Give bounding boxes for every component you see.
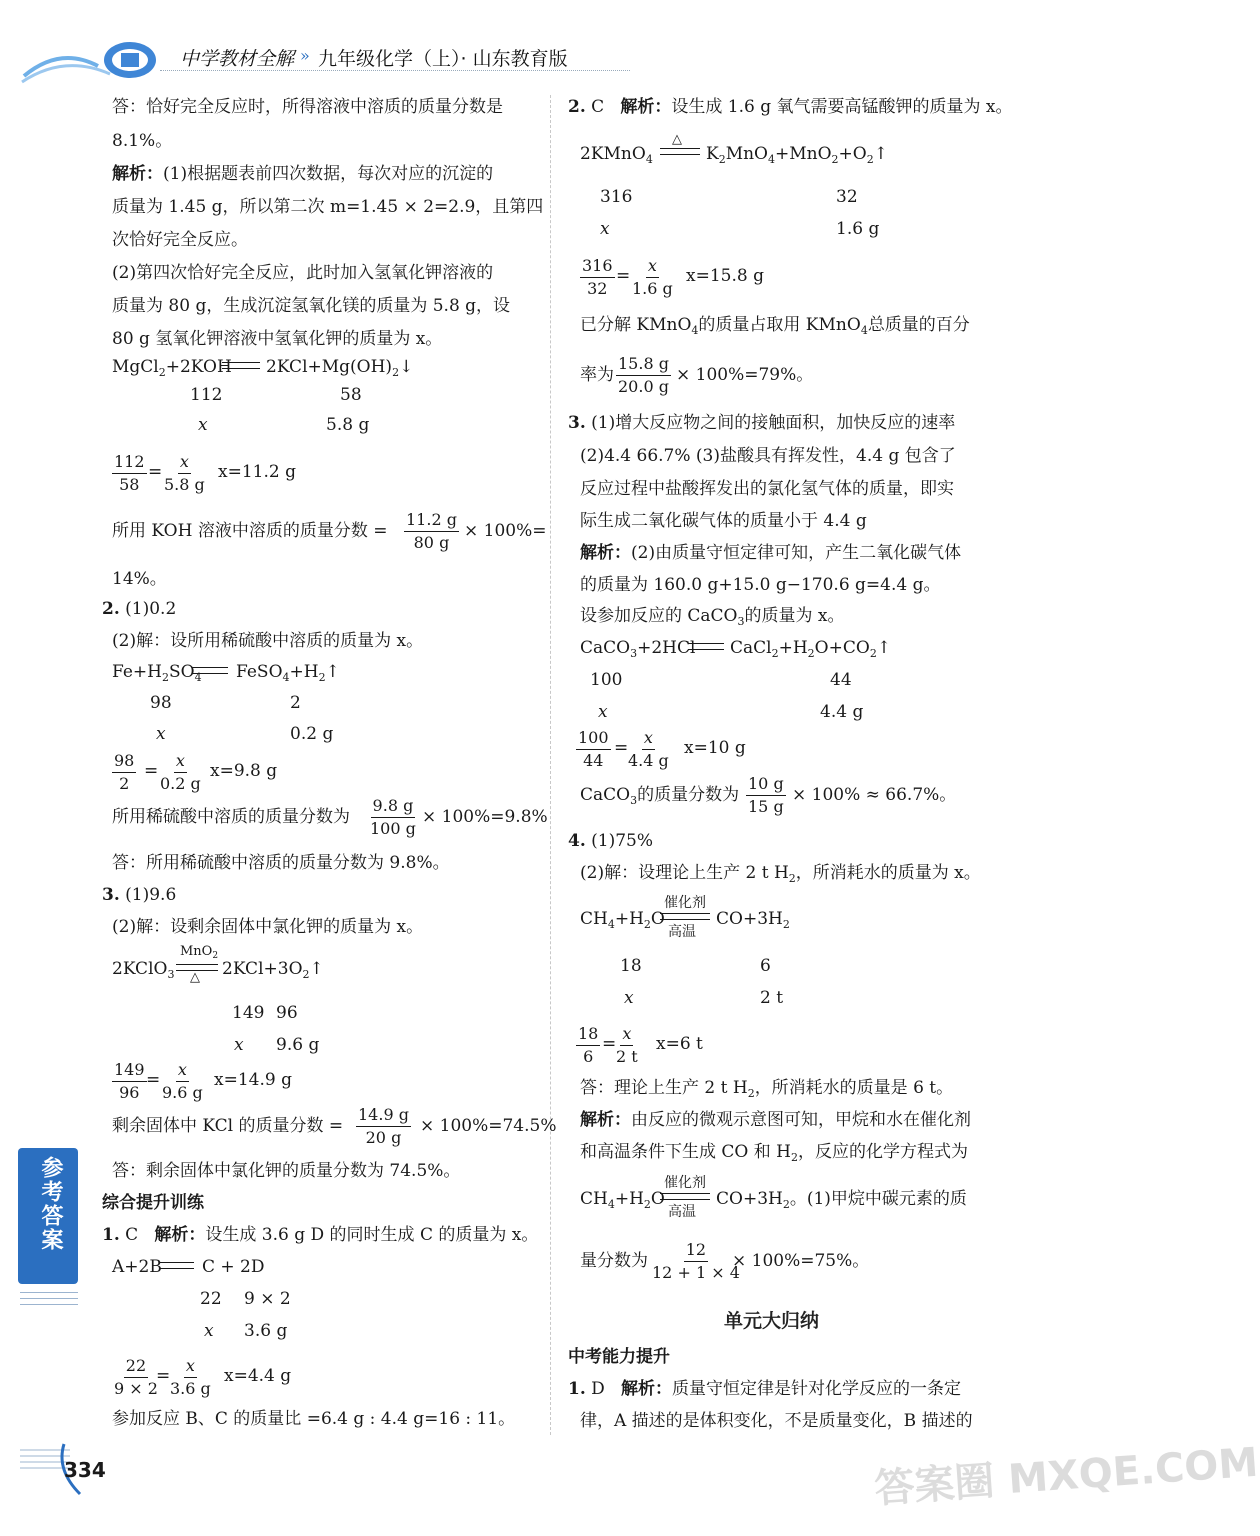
r4-line-4 bbox=[580, 1141, 968, 1169]
r3-line-2: (2)4.4 66.7% (3)盐酸具有挥发性，4.4 g 包含了 bbox=[580, 446, 956, 466]
eq6-product-3: O+CO bbox=[814, 638, 870, 658]
eq6-product: CaCl bbox=[730, 638, 772, 658]
fraction-2-result: x=9.8 g bbox=[210, 761, 278, 781]
eq8-product: CO+3H bbox=[716, 1189, 783, 1209]
eq6-coef-1: 100 bbox=[590, 670, 623, 690]
den: 3.6 g bbox=[170, 1379, 211, 1398]
eq4-coef-3: x bbox=[204, 1321, 214, 1341]
den: 5.8 g bbox=[164, 475, 205, 494]
sub: 2 bbox=[866, 153, 874, 166]
eq7-reactant-3: O bbox=[650, 909, 665, 929]
header-separator-icon: » bbox=[300, 46, 310, 65]
eq7-reactant-2: +H bbox=[614, 909, 644, 929]
left-line-6: (2)第四次恰好完全反应，此时加入氢氧化钾溶液的 bbox=[112, 263, 494, 283]
fraction-7-result: x=6 t bbox=[656, 1034, 703, 1054]
den: 2 bbox=[119, 774, 130, 793]
sub: 2 bbox=[302, 968, 310, 981]
r3-line-3: 反应过程中盐酸挥发出的氯化氢气体的质量，即实 bbox=[580, 479, 954, 499]
equation-8 bbox=[580, 1188, 665, 1216]
eq7-coef-1: 18 bbox=[620, 956, 642, 976]
fraction-6a bbox=[576, 728, 611, 771]
num: 149 bbox=[112, 1060, 147, 1082]
r3-7b: 的质量为 x。 bbox=[744, 606, 845, 626]
gas-arrow-icon: ↑ bbox=[309, 959, 324, 979]
eq3-coef-2: 96 bbox=[276, 1003, 298, 1023]
fraction-5-result: x=15.8 g bbox=[686, 266, 764, 286]
sub: 4 bbox=[860, 324, 868, 337]
den: 58 bbox=[119, 475, 140, 494]
sub: 4 bbox=[691, 324, 699, 337]
fraction-2b bbox=[158, 751, 203, 794]
left-line-5: 次恰好完全反应。 bbox=[112, 230, 248, 250]
r2-rate-label: 率为 bbox=[580, 365, 614, 385]
sub: 2 bbox=[643, 918, 651, 931]
r4-ans-a: 答：理论上生产 2 t H bbox=[580, 1078, 748, 1098]
r2-l1c: 总质量的百分 bbox=[867, 315, 970, 335]
eq6-coef-4: 4.4 g bbox=[820, 702, 864, 722]
equals-sign: = bbox=[614, 738, 629, 758]
equation-7 bbox=[580, 908, 665, 936]
den: 96 bbox=[119, 1083, 140, 1102]
left-line-3 bbox=[112, 163, 493, 185]
eq4-coef-1: 22 bbox=[200, 1289, 222, 1309]
header-rule bbox=[160, 70, 630, 71]
r2-line bbox=[568, 96, 1013, 118]
section-title: 综合提升训练 bbox=[102, 1193, 204, 1213]
eq1-coef-2: 58 bbox=[340, 385, 362, 405]
r3-line-4: 际生成二氧化碳气体的质量小于 4.4 g bbox=[580, 511, 867, 531]
equation-1 bbox=[112, 356, 232, 384]
r2-text: 设生成 1.6 g 氧气需要高锰酸钾的质量为 x。 bbox=[671, 97, 1013, 117]
eq2-reactant-2: SO bbox=[169, 662, 195, 682]
caco3-text bbox=[580, 784, 739, 812]
eq8-reactant-3: O bbox=[650, 1189, 665, 1209]
fraction-1-result: x=11.2 g bbox=[218, 462, 296, 482]
equation-2 bbox=[112, 661, 202, 689]
u1-answer: D bbox=[591, 1379, 605, 1399]
kcl-fraction bbox=[356, 1105, 411, 1148]
num: 11.2 g bbox=[404, 510, 459, 532]
gas-arrow-icon: ↑ bbox=[876, 638, 892, 658]
equation-1-product bbox=[266, 356, 413, 384]
r4-line-1 bbox=[568, 830, 653, 852]
catalyst-mno2: MnO bbox=[180, 944, 213, 959]
num: 316 bbox=[580, 256, 615, 278]
fraction-2a bbox=[112, 751, 136, 794]
eq3-coef-3: x bbox=[234, 1035, 244, 1055]
den: 20 g bbox=[365, 1128, 402, 1147]
sub: 2 bbox=[869, 647, 877, 660]
r4-line-2 bbox=[580, 862, 981, 890]
side-tab-label: 参考答案 bbox=[38, 1156, 63, 1252]
eq1-coef-1: 112 bbox=[190, 385, 223, 405]
den: 6 bbox=[583, 1047, 594, 1066]
eq5-coef-1: 316 bbox=[600, 187, 633, 207]
eq5-reactant: 2KMnO bbox=[580, 144, 646, 164]
den: 2 t bbox=[616, 1047, 638, 1066]
den: 15 g bbox=[748, 797, 784, 816]
sub: 4 bbox=[607, 1198, 615, 1211]
sub: 4 bbox=[607, 918, 615, 931]
page-number: 334 bbox=[64, 1458, 106, 1482]
condition-label: 高温 bbox=[668, 1204, 696, 1220]
r4-fraction bbox=[650, 1240, 742, 1283]
eq7-product: CO+3H bbox=[716, 909, 783, 929]
equals-sign: = bbox=[616, 266, 631, 286]
question-number: 4. bbox=[568, 831, 586, 851]
equation-equals-bar bbox=[222, 362, 260, 369]
num: x bbox=[620, 1024, 633, 1046]
sub: 3 bbox=[737, 615, 745, 628]
q2-part1 bbox=[102, 598, 176, 620]
caco3-fraction bbox=[746, 774, 786, 817]
r4-tail: × 100%=75%。 bbox=[732, 1251, 870, 1271]
eq6-coef-3: x bbox=[598, 702, 608, 722]
h2so4-fraction bbox=[368, 796, 418, 839]
num: 100 bbox=[576, 728, 611, 750]
num: x bbox=[178, 452, 191, 474]
eq2-coef-2: 2 bbox=[290, 693, 301, 713]
koh-tail: × 100%= bbox=[464, 521, 547, 541]
den: 0.2 g bbox=[160, 774, 201, 793]
hatch-line bbox=[20, 1292, 78, 1293]
q3-answer-line: 答：剩余固体中氯化钾的质量分数为 74.5%。 bbox=[112, 1161, 461, 1181]
left-line-7: 质量为 80 g，生成沉淀氢氧化镁的质量为 5.8 g，设 bbox=[112, 296, 511, 316]
eq2-coef-1: 98 bbox=[150, 693, 172, 713]
fraction-5a bbox=[580, 256, 615, 299]
eq3-product: 2KCl+3O bbox=[222, 959, 303, 979]
fraction-4a bbox=[112, 1356, 160, 1399]
equation-4-left: A+2B bbox=[112, 1257, 162, 1277]
q3-part1 bbox=[102, 884, 176, 906]
den: 12 + 1 × 4 bbox=[652, 1263, 740, 1282]
catalyst-label: 催化剂 bbox=[664, 895, 706, 911]
equation-5-product bbox=[706, 143, 888, 171]
eq8-reactant: CH bbox=[580, 1189, 608, 1209]
num: 18 bbox=[576, 1024, 600, 1046]
r2-tail: × 100%=79%。 bbox=[676, 365, 814, 385]
q3-answer: (1)9.6 bbox=[125, 885, 177, 905]
r2-answer: C bbox=[591, 97, 605, 117]
sub: 2 bbox=[392, 366, 400, 379]
sub: 4 bbox=[282, 671, 290, 684]
equation-8-product bbox=[716, 1188, 967, 1216]
eq6-coef-2: 44 bbox=[830, 670, 852, 690]
sub: 2 bbox=[212, 951, 219, 961]
h2so4-tail: × 100%=9.8% bbox=[422, 807, 548, 827]
caco3-tail: × 100% ≈ 66.7%。 bbox=[792, 785, 957, 805]
num: x bbox=[174, 751, 187, 773]
condition-label: 高温 bbox=[668, 924, 696, 940]
eq1-product: 2KCl+Mg(OH) bbox=[266, 357, 393, 377]
question-number: 3. bbox=[102, 885, 120, 905]
den: 9 × 2 bbox=[114, 1379, 158, 1398]
book-logo-icon bbox=[20, 36, 160, 84]
left-line-1: 答：恰好完全反应时，所得溶液中溶质的质量分数是 bbox=[112, 97, 503, 117]
sub: 4 bbox=[645, 153, 653, 166]
sub: 3 bbox=[630, 647, 638, 660]
r3-5: (2)由质量守恒定律可知，产生二氧化碳气体 bbox=[631, 543, 962, 563]
sub: 2 bbox=[318, 671, 326, 684]
r2-l1: 已分解 KMnO bbox=[580, 315, 692, 335]
sub: 2 bbox=[162, 671, 169, 684]
u1-1: 质量守恒定律是针对化学反应的一条定 bbox=[672, 1379, 962, 1399]
eq1-coef-4: 5.8 g bbox=[326, 415, 370, 435]
r3-7: 设参加反应的 CaCO bbox=[580, 606, 738, 626]
num: 98 bbox=[112, 751, 136, 773]
unit-title: 单元大归纳 bbox=[724, 1310, 820, 1332]
left-line-2: 8.1%。 bbox=[112, 131, 173, 151]
analysis-label: 解析： bbox=[621, 1379, 673, 1399]
eq7-reactant: CH bbox=[580, 909, 608, 929]
equals-sign: = bbox=[156, 1366, 171, 1386]
eq5-coef-2: 32 bbox=[836, 187, 858, 207]
equation-equals-bar bbox=[688, 643, 724, 650]
num: 15.8 g bbox=[616, 354, 671, 376]
r2-l1b: 的质量占取用 KMnO bbox=[698, 315, 861, 335]
equation-3 bbox=[112, 958, 174, 986]
r4-4b: ，反应的化学方程式为 bbox=[797, 1142, 968, 1162]
eq2-product: FeSO bbox=[236, 662, 283, 682]
eq4-coef-4: 3.6 g bbox=[244, 1321, 288, 1341]
r3-line-6: 的质量为 160.0 g+15.0 g−170.6 g=4.4 g。 bbox=[580, 575, 941, 595]
analysis-label: 解析： bbox=[620, 97, 672, 117]
sub: 4 bbox=[194, 671, 202, 684]
sub: 4 bbox=[768, 153, 775, 166]
r4-4: 和高温条件下生成 CO 和 H bbox=[580, 1142, 791, 1162]
left-line-4: 质量为 1.45 g，所以第二次 m=1.45 × 2=2.9，且第四 bbox=[112, 197, 544, 217]
eq5-coef-4: 1.6 g bbox=[836, 219, 880, 239]
r4-2b: ，所消耗水的质量为 x。 bbox=[795, 863, 981, 883]
koh-fraction bbox=[404, 510, 459, 553]
num: x bbox=[646, 256, 659, 278]
fraction-6b bbox=[626, 728, 671, 771]
r2-fraction bbox=[616, 354, 671, 397]
u1-line-1 bbox=[568, 1378, 961, 1400]
fraction-6-result: x=10 g bbox=[684, 738, 746, 758]
equation-equals-bar bbox=[660, 148, 700, 155]
eq5-product-2: MnO bbox=[725, 144, 768, 164]
eq8-reactant-2: +H bbox=[614, 1189, 644, 1209]
sub: 2 bbox=[782, 918, 790, 931]
equation-equals-bar bbox=[660, 913, 710, 920]
eq7-coef-4: 2 t bbox=[760, 988, 784, 1008]
caco3-b: 的质量分数为 bbox=[637, 785, 740, 805]
analysis-label: 解析： bbox=[154, 1225, 206, 1245]
sub: 3 bbox=[630, 794, 638, 807]
watermark: 答案圈 MXQE.COM bbox=[873, 1439, 1260, 1513]
hatch-line bbox=[20, 1304, 78, 1305]
fraction-3-result: x=14.9 g bbox=[214, 1070, 292, 1090]
analysis-label: 解析： bbox=[112, 164, 163, 184]
kcl-text: 剩余固体中 KCl 的质量分数 = bbox=[112, 1116, 344, 1136]
sub: 2 bbox=[782, 1198, 790, 1211]
precipitate-arrow-icon: ↓ bbox=[399, 357, 414, 377]
s1-line bbox=[102, 1224, 538, 1246]
equation-equals-bar bbox=[192, 667, 228, 674]
gas-arrow-icon: ↑ bbox=[873, 144, 888, 164]
eq7-coef-2: 6 bbox=[760, 956, 771, 976]
num: 112 bbox=[112, 452, 147, 474]
num: 12 bbox=[684, 1240, 708, 1262]
fraction-3b bbox=[160, 1060, 205, 1103]
question-number: 3. bbox=[568, 413, 586, 433]
eq4-coef-2: 9 × 2 bbox=[244, 1289, 291, 1309]
question-number: 1. bbox=[568, 1379, 586, 1399]
eq6-reactant: CaCO bbox=[580, 638, 631, 658]
eq1-reactant: MgCl bbox=[112, 357, 159, 377]
eq6-reactant-2: +2HCl bbox=[637, 638, 696, 658]
eq5-product-3: +MnO bbox=[775, 144, 832, 164]
s1-answer: C bbox=[125, 1225, 139, 1245]
s1-end: 参加反应 B、C 的质量比 =6.4 g : 4.4 g=16 : 11。 bbox=[112, 1409, 516, 1429]
equals-sign: = bbox=[602, 1034, 617, 1054]
num: x bbox=[184, 1356, 197, 1378]
sub-title: 中考能力提升 bbox=[568, 1347, 670, 1367]
r3-1: (1)增大反应物之间的接触面积，加快反应的速率 bbox=[591, 413, 956, 433]
den: 9.6 g bbox=[162, 1083, 203, 1102]
equation-7-product bbox=[716, 908, 790, 936]
equals-sign: = bbox=[148, 462, 163, 482]
eq7-coef-3: x bbox=[624, 988, 634, 1008]
den: 32 bbox=[587, 279, 608, 298]
r4-line-3 bbox=[580, 1109, 971, 1131]
hatch-line bbox=[20, 1298, 78, 1299]
header-logo bbox=[20, 36, 160, 84]
equation-equals-bar bbox=[660, 1193, 710, 1200]
equation-3-product bbox=[222, 958, 324, 986]
question-number: 2. bbox=[568, 97, 586, 117]
sub: 2 bbox=[643, 1198, 651, 1211]
eq3-reactant: 2KClO bbox=[112, 959, 168, 979]
fraction-5b bbox=[630, 256, 675, 299]
s1-text: 设生成 3.6 g D 的同时生成 C 的质量为 x。 bbox=[205, 1225, 539, 1245]
equation-6 bbox=[580, 637, 695, 665]
eq5-coef-3: x bbox=[600, 219, 610, 239]
r3-line-1 bbox=[568, 412, 955, 434]
eq6-product-2: +H bbox=[778, 638, 808, 658]
sub: 2 bbox=[831, 153, 839, 166]
sub: 3 bbox=[167, 968, 175, 981]
header-subject: 九年级化学（上）· 山东教育版 bbox=[318, 48, 568, 70]
analysis-label: 解析： bbox=[580, 1110, 631, 1130]
eq3-coef-1: 149 bbox=[232, 1003, 265, 1023]
r4-answer bbox=[580, 1077, 953, 1105]
q2-answer: (1)0.2 bbox=[125, 599, 177, 619]
heat-icon: △ bbox=[190, 970, 200, 985]
left-line-8: 80 g 氢氧化钾溶液中氢氧化钾的质量为 x。 bbox=[112, 329, 443, 349]
den: 1.6 g bbox=[632, 279, 673, 298]
q2-answer-line: 答：所用稀硫酸中溶质的质量分数为 9.8%。 bbox=[112, 853, 450, 873]
sub: 2 bbox=[158, 366, 166, 379]
den: 20.0 g bbox=[618, 377, 669, 396]
sub: 2 bbox=[771, 647, 779, 660]
equals-sign: = bbox=[146, 1070, 161, 1090]
sub: 2 bbox=[807, 647, 815, 660]
eq2-product-2: +H bbox=[289, 662, 319, 682]
r4-1: (1)75% bbox=[591, 831, 654, 851]
den: 100 g bbox=[370, 819, 416, 838]
header-series: 中学教材全解 bbox=[180, 48, 295, 70]
sub: 2 bbox=[788, 872, 796, 885]
fraction-4-result: x=4.4 g bbox=[224, 1366, 292, 1386]
num: x bbox=[642, 728, 655, 750]
fraction-4b bbox=[168, 1356, 213, 1399]
eq1-coef-3: x bbox=[198, 415, 208, 435]
r3-line-5 bbox=[580, 542, 961, 564]
eq2-coef-4: 0.2 g bbox=[290, 724, 334, 744]
fraction-1b bbox=[162, 452, 207, 495]
fraction-1a bbox=[112, 452, 147, 495]
den: 4.4 g bbox=[628, 751, 669, 770]
q3-part2: (2)解：设剩余固体中氯化钾的质量为 x。 bbox=[112, 917, 424, 937]
num: 10 g bbox=[746, 774, 786, 796]
den: 80 g bbox=[413, 533, 450, 552]
catalyst-label: 催化剂 bbox=[664, 1175, 706, 1191]
eq2-coef-3: x bbox=[156, 724, 166, 744]
num: 9.8 g bbox=[371, 796, 416, 818]
num: x bbox=[176, 1060, 189, 1082]
eq3-coef-4: 9.6 g bbox=[276, 1035, 320, 1055]
equation-6-product bbox=[730, 637, 891, 665]
h2so4-text: 所用稀硫酸中溶质的质量分数为 bbox=[112, 807, 350, 827]
fraction-7b bbox=[614, 1024, 640, 1067]
heat-icon: △ bbox=[672, 132, 682, 147]
equation-equals-bar bbox=[160, 1262, 194, 1269]
r4-ans-b: ，所消耗水的质量是 6 t。 bbox=[754, 1078, 954, 1098]
question-number: 2. bbox=[102, 599, 120, 619]
caco3-a: CaCO bbox=[580, 785, 631, 805]
num: 22 bbox=[124, 1356, 148, 1378]
eq5-product-4: +O bbox=[838, 144, 867, 164]
eq2-reactant: Fe+H bbox=[112, 662, 162, 682]
r4-3: 由反应的微观示意图可知，甲烷和水在催化剂 bbox=[631, 1110, 971, 1130]
fraction-7a bbox=[576, 1024, 600, 1067]
u1-line-2: 律，A 描述的是体积变化，不是质量变化，B 描述的 bbox=[580, 1411, 973, 1431]
kcl-tail: × 100%=74.5% bbox=[420, 1116, 557, 1136]
analysis-label: 解析： bbox=[580, 543, 631, 563]
sub: 2 bbox=[718, 153, 726, 166]
equation-5 bbox=[580, 143, 653, 171]
q2-part2: (2)解：设所用稀硫酸中溶质的质量为 x。 bbox=[112, 631, 424, 651]
equation-4-right: C + 2D bbox=[202, 1257, 265, 1277]
equation-2-product bbox=[236, 661, 340, 689]
eq1-reactant-2: +2KOH bbox=[165, 357, 232, 377]
num: 14.9 g bbox=[356, 1105, 411, 1127]
question-number: 1. bbox=[102, 1225, 120, 1245]
fraction-3a bbox=[112, 1060, 147, 1103]
eq5-product: K bbox=[706, 144, 719, 164]
koh-result: 14%。 bbox=[112, 569, 167, 589]
equals-sign: = bbox=[144, 761, 159, 781]
r4-2: (2)解：设理论上生产 2 t H bbox=[580, 863, 789, 883]
sub: 2 bbox=[747, 1087, 755, 1100]
catalyst-label bbox=[180, 944, 218, 961]
r3-line-7 bbox=[580, 605, 845, 633]
den: 44 bbox=[583, 751, 604, 770]
eq8-tail: 。(1)甲烷中碳元素的质 bbox=[789, 1189, 967, 1209]
koh-text: 所用 KOH 溶液中溶质的质量分数 = bbox=[112, 521, 388, 541]
column-divider bbox=[550, 95, 551, 1435]
left-line-3-text: (1)根据题表前四次数据，每次对应的沉淀的 bbox=[163, 164, 494, 184]
r4-percent-label: 量分数为 bbox=[580, 1251, 648, 1271]
r2-percent-line bbox=[580, 314, 970, 342]
gas-arrow-icon: ↑ bbox=[325, 662, 340, 682]
sub: 2 bbox=[790, 1151, 798, 1164]
